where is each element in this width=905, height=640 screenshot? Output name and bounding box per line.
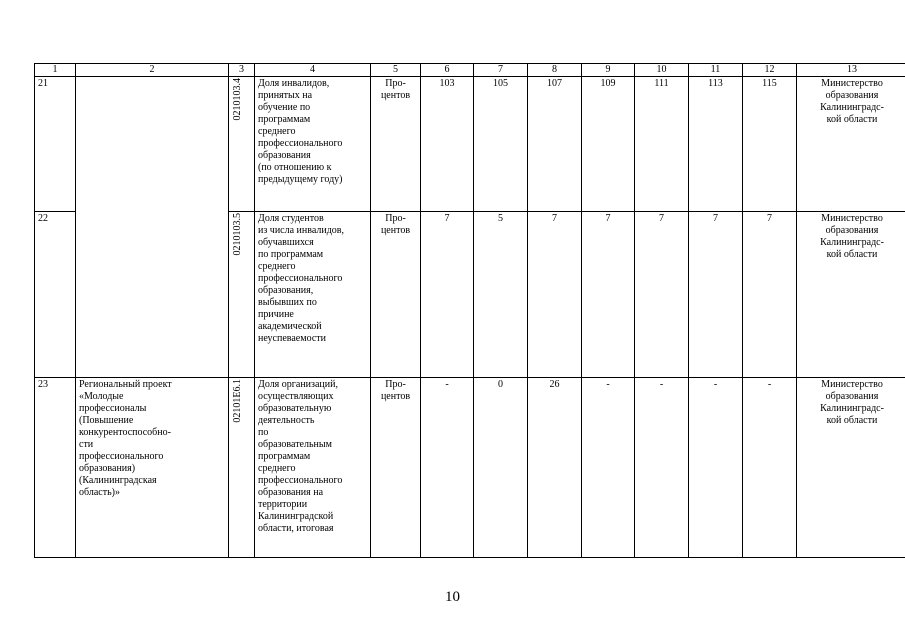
indicator-code: 0210103.5 [232, 213, 243, 256]
responsible-cell: Министерство образования Калининградс- кой области [797, 77, 905, 212]
column-header: 12 [743, 64, 797, 77]
value-cell: 7 [528, 212, 582, 378]
value-cell: - [421, 378, 474, 558]
column-header: 5 [371, 64, 421, 77]
value-cell: - [635, 378, 689, 558]
project-cell [76, 77, 229, 378]
column-header: 10 [635, 64, 689, 77]
value-cell: 7 [421, 212, 474, 378]
row-number: 22 [35, 212, 76, 378]
column-header: 1 [35, 64, 76, 77]
value-cell: 109 [582, 77, 635, 212]
column-header: 6 [421, 64, 474, 77]
column-number-row [35, 64, 905, 77]
responsible-cell: Министерство образования Калининградс- кой области [797, 378, 905, 558]
indicator-code: 02101E6.1 [232, 379, 243, 423]
row-number: 23 [35, 378, 76, 558]
table-row [35, 77, 905, 212]
indicator-name: Доля инвалидов, принятых на обучение по программам среднего профессионального образования (по отношению к предыдущему году) [255, 77, 371, 212]
responsible-cell: Министерство образования Калининградс- кой области [797, 212, 905, 378]
column-header: 11 [689, 64, 743, 77]
indicator-code-cell [229, 212, 255, 378]
value-cell: 111 [635, 77, 689, 212]
value-cell: 7 [635, 212, 689, 378]
value-cell: 7 [582, 212, 635, 378]
value-cell: - [689, 378, 743, 558]
value-cell: 5 [474, 212, 528, 378]
indicator-code-cell [229, 378, 255, 558]
column-header: 9 [582, 64, 635, 77]
row-number: 21 [35, 77, 76, 212]
indicator-code: 0210103.4 [232, 78, 243, 121]
column-header: 7 [474, 64, 528, 77]
column-header: 13 [797, 64, 905, 77]
column-header: 4 [255, 64, 371, 77]
value-cell: 103 [421, 77, 474, 212]
indicator-name: Доля студентов из числа инвалидов, обучавшихся по программам среднего профессионального образования, выбывших по причине академической неуспеваемости [255, 212, 371, 378]
value-cell: 26 [528, 378, 582, 558]
value-cell: 7 [689, 212, 743, 378]
project-cell: Региональный проект «Молодые профессионалы (Повышение конкурентоспособно- сти профессионального образования) (Калининградская область)» [76, 378, 229, 558]
value-cell: - [743, 378, 797, 558]
table-row [35, 378, 905, 558]
page-number: 10 [445, 589, 460, 605]
indicators-table [34, 63, 905, 558]
column-header: 2 [76, 64, 229, 77]
unit-cell: Про- центов [371, 77, 421, 212]
column-header: 8 [528, 64, 582, 77]
value-cell: 113 [689, 77, 743, 212]
value-cell: 0 [474, 378, 528, 558]
indicator-name: Доля организаций, осуществляющих образовательную деятельность по образовательным программам среднего профессионального образования на территории Калининградской области, итоговая [255, 378, 371, 558]
value-cell: 107 [528, 77, 582, 212]
unit-cell: Про- центов [371, 378, 421, 558]
indicator-code-cell [229, 77, 255, 212]
column-header: 3 [229, 64, 255, 77]
value-cell: - [582, 378, 635, 558]
value-cell: 115 [743, 77, 797, 212]
value-cell: 105 [474, 77, 528, 212]
unit-cell: Про- центов [371, 212, 421, 378]
value-cell: 7 [743, 212, 797, 378]
